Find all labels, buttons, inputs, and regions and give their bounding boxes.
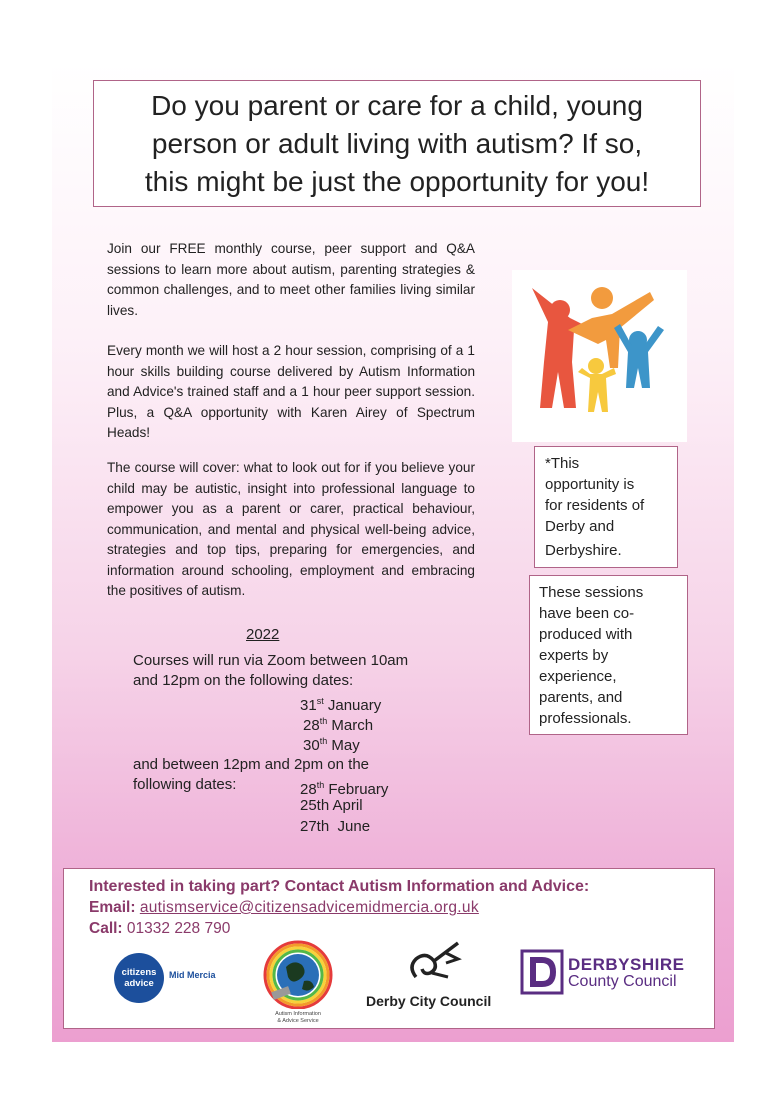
email-line [89,899,479,917]
coproduced-line-7: professionals. [539,710,632,727]
afternoon-date-1: 28th February [300,780,389,798]
headline-line-1: Do you parent or care for a child, young [151,89,643,121]
ca-line-1: citizens [121,967,157,978]
derbyshire-county-council-logo [520,949,700,999]
course-cover-paragraph: The course will cover: what to look out for if you believe your child may be autistic, insight into professional language to empower you as a parent or carer, practical behaviour, communication, and mental and physical well-being advice, strategies and top tips, preparing for emergencies, and information around schooling, employment and embracing the positives of autism. [107,460,475,598]
ca-line-2: advice [124,978,154,989]
coproduced-line-1: These sessions [539,584,644,601]
email-label: Email: [89,899,136,916]
contact-box [63,868,715,1029]
afternoon-line-1: and between 12pm and 2pm on the [133,756,370,773]
autism-service-caption [256,1011,340,1025]
phone-number: 01332 228 790 [126,920,231,937]
coproduced-line-6: parents, and [539,689,623,706]
ai-caption-1: Autism Information [275,1011,321,1017]
headline-line-3: this might be just the opportunity for you! [144,165,650,197]
derby-city-council-logo [366,939,506,1015]
residents-line-1: *This [545,455,580,472]
citizens-advice-region: Mid Mercia [169,970,216,980]
contact-heading: Interested in taking part? Contact Autism Information and Advice: [89,878,590,895]
ai-caption-2: & Advice Service [277,1018,319,1024]
afternoon-date-3: 27th June [300,818,371,835]
residents-line-2: opportunity is [545,476,635,493]
derby-city-council-text: Derby City Council [366,993,492,1009]
morning-line-1: Courses will run via Zoom between 10am [133,652,409,669]
coproduced-line-4: experts by [539,647,609,664]
derbyshire-d-icon [520,949,564,995]
call-line [89,920,230,938]
afternoon-line-2: following dates: [133,776,237,793]
residents-line-5: Derbyshire. [545,542,622,559]
residents-line-3: for residents of [545,497,645,514]
coproduced-line-2: have been co- [539,605,635,622]
headline-box [93,80,701,207]
headline [133,87,661,201]
session-info-paragraph: Every month we will host a 2 hour session, comprising of a 1 hour skills building course delivered by Autism Information and Advice's trained staff and a 1 hour peer support session. Plus, a Q&A opportunity with Karen Airey of Spectrum Heads! [107,343,475,440]
morning-date-1: 31st January [300,696,382,714]
family-illustration [512,270,687,442]
morning-date-3: 30th May [303,736,360,754]
morning-date-2: 28th March [303,716,374,734]
call-label: Call: [89,920,123,937]
autism-globe-icon [256,939,340,1009]
headline-line-2: person or adult living with autism? If so, [151,127,643,159]
autism-service-logo [256,939,340,1027]
county-council-text: County Council [568,973,677,990]
intro-paragraph: Join our FREE monthly course, peer support and Q&A sessions to learn more about autism, parenting strategies & common challenges, and to meet other families living similar lives. [107,241,475,318]
morning-line-2: and 12pm on the following dates: [133,672,354,689]
residents-line-4: Derby and [545,518,615,535]
ram-icon [402,939,472,991]
schedule-year: 2022 [246,626,280,643]
email-link[interactable]: autismservice@citizensadvicemidmercia.org.uk [139,899,479,916]
coproduced-line-3: produced with [539,626,633,643]
afternoon-date-2: 25th April [300,797,363,814]
citizens-advice-circle [114,953,164,1003]
citizens-advice-logo [114,953,234,1005]
derbyshire-text: DERBYSHIRE [568,955,685,974]
coproduced-line-5: experience, [539,668,617,685]
coproduced-box [529,575,688,735]
residents-box [534,446,678,568]
